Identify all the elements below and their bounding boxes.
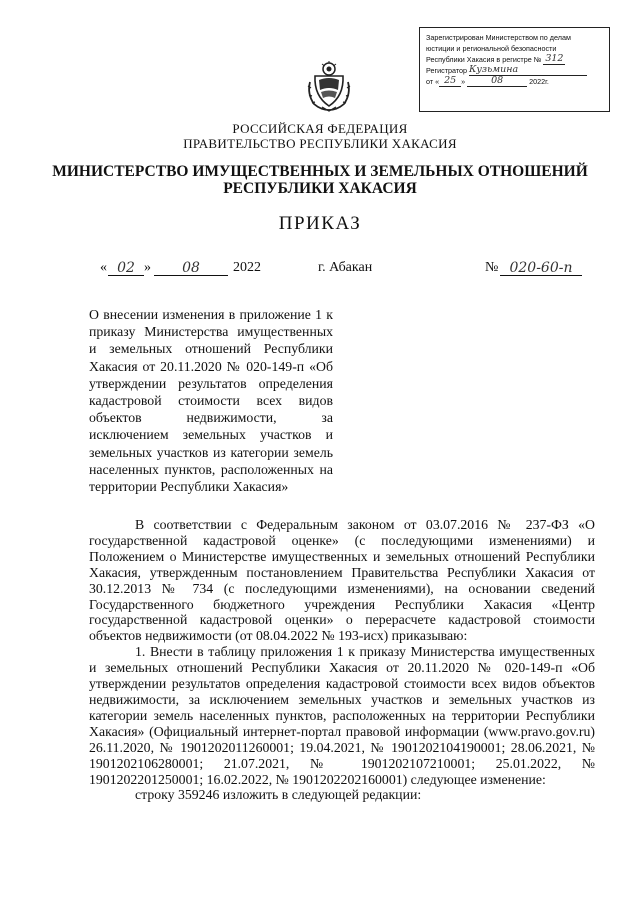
order-body bbox=[89, 517, 595, 803]
stamp-line-1: Зарегистрирован Министерством по делам bbox=[426, 33, 571, 42]
stamp-date-day: 25 bbox=[439, 76, 461, 87]
ministry-title-line-1: МИНИСТЕРСТВО ИМУЩЕСТВЕННЫХ И ЗЕМЕЛЬНЫХ ОТНОШЕНИЙ bbox=[52, 163, 588, 180]
number-label: № bbox=[485, 260, 499, 275]
date-open-quote: « bbox=[100, 260, 107, 275]
header-federation: РОССИЙСКАЯ ФЕДЕРАЦИЯ bbox=[232, 121, 408, 136]
stamp-line-2: юстиции и региональной безопасности bbox=[426, 44, 557, 53]
ministry-title-line-2: РЕСПУБЛИКИ ХАКАСИЯ bbox=[223, 180, 417, 197]
body-paragraph-1: В соответствии с Федеральным законом от 03.07.2016 № 237-ФЗ «О государственной кадастровой оценке» (с последующими изменениями) и Положением о Министерстве имущественных и земельных отношений Республики Хакасия, утвержденным постановлением Правительства Республики Хакасия от 30.12.2013 № 734 (с последующими изменениями), на основании сведений Государственного бюджетного учреждения Республики Хакасия «Центр государственной кадастровой оценки» о перерасчете кадастровой стоимости объектов недвижимости (от 08.04.2022 № 193-исх) приказываю: bbox=[89, 517, 595, 644]
date-year: 2022 bbox=[233, 260, 261, 275]
body-paragraph-3: строку 359246 изложить в следующей редакции: bbox=[135, 787, 422, 803]
city: г. Абакан bbox=[318, 260, 373, 275]
stamp-line-5 bbox=[426, 76, 605, 87]
order-number: 020-60-п bbox=[500, 260, 582, 276]
stamp-reg-number: 312 bbox=[545, 53, 564, 64]
stamp-registrar-label: Регистратор bbox=[426, 66, 468, 75]
stamp-register-label: Республики Хакасия в регистре № bbox=[426, 55, 542, 64]
ministry-title bbox=[0, 163, 640, 197]
document-type: ПРИКАЗ bbox=[278, 213, 362, 234]
date-month: 08 bbox=[154, 260, 228, 276]
stamp-date-mid: » bbox=[461, 77, 466, 86]
stamp-date-prefix: от « bbox=[426, 77, 440, 86]
order-subject: О внесении изменения в приложение 1 к приказу Министерства имущественных и земельных отношений Республики Хакасия от 20.11.2020 № 020-149-п «Об утверждении результатов определения кадастровой стоимости всех видов объектов недвижимости, за исключением земельных участков и земельных участков из категории земель населенных пунктов, расположенных на территории Республики Хакасия» bbox=[89, 307, 333, 495]
date-day: 02 bbox=[108, 260, 144, 276]
stamp-date-month: 08 bbox=[467, 76, 527, 87]
registration-stamp bbox=[419, 27, 610, 112]
stamp-date-suffix: г. bbox=[545, 77, 549, 86]
coat-of-arms-emblem bbox=[306, 60, 352, 112]
stamp-date-year: 2022 bbox=[529, 77, 546, 86]
header-government: ПРАВИТЕЛЬСТВО РЕСПУБЛИКИ ХАКАСИЯ bbox=[183, 136, 457, 151]
date-close-quote: » bbox=[144, 260, 151, 275]
stamp-registrar-signature: Кузьмина bbox=[469, 65, 587, 76]
body-paragraph-2: 1. Внести в таблицу приложения 1 к приказу Министерства имущественных и земельных отношений Республики Хакасия от 20.11.2020 № 020-149-п «Об утверждении результатов определения кадастровой стоимости всех видов объектов недвижимости, за исключением земельных участков и земельных участков из категории земель населенных пунктов, расположенных на территории Республики Хакасия» (Официальный интернет-портал правовой информации (www.pravo.gov.ru) 26.11.2020, № 1901202011260001; 19.04.2021, № 1901202104190001; 28.06.2021, № 1901202106280001; 21.07.2021, № 1901202107210001; 25.01.2022, № 1901202201250001; 16.02.2022, № 1901202202160001) следующее изменение: bbox=[89, 644, 595, 787]
